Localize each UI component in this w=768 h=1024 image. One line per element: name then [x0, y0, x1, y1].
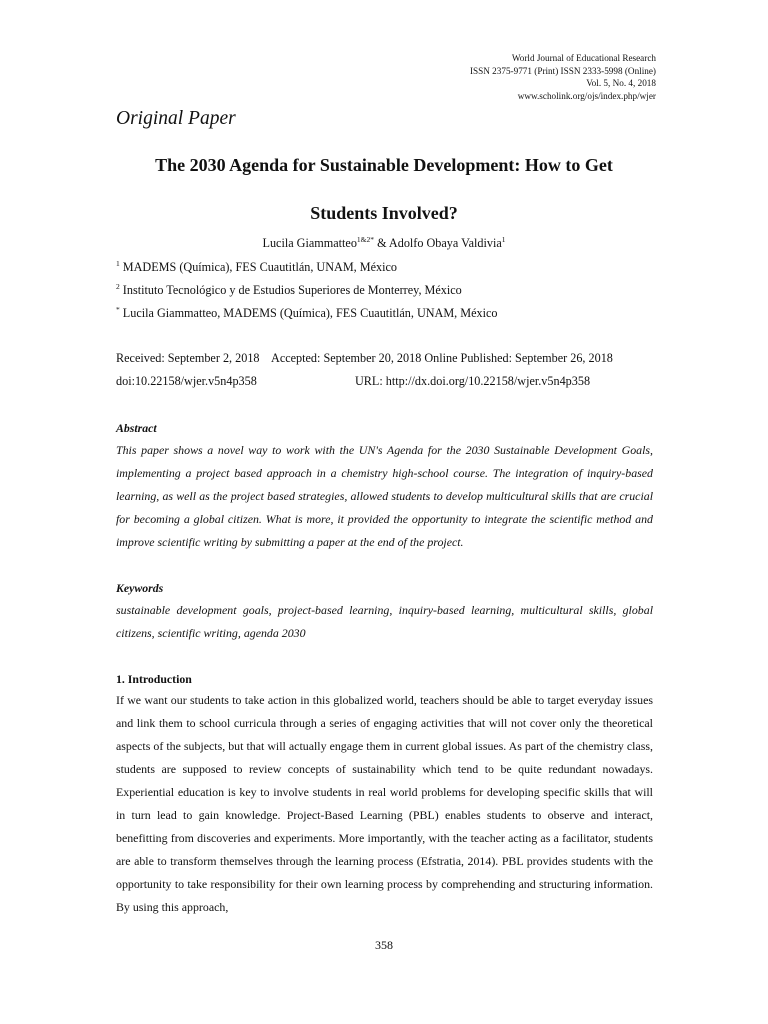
author-separator: &: [374, 236, 389, 250]
affiliation: [116, 306, 498, 321]
keywords-text: sustainable development goals, project-based learning, inquiry-based learning, multicultural skills, global citizens, scientific writing, agenda 2030: [116, 603, 653, 640]
affiliation-text: MADEMS (Química), FES Cuautitlán, UNAM, México: [119, 260, 397, 274]
doi[interactable]: doi:10.22158/wjer.v5n4p358: [116, 374, 257, 388]
author-affiliation-mark: 1&2*: [356, 235, 375, 244]
journal-issn: ISSN 2375-9771 (Print) ISSN 2333-5998 (Online): [469, 65, 656, 76]
keywords-heading: Keywords: [116, 581, 164, 595]
author-affiliation-mark: 1: [501, 235, 506, 244]
author-line: [116, 236, 652, 251]
abstract-text: This paper shows a novel way to work with the UN's Agenda for the 2030 Sustainable Development Goals, implementing a project based approach in a chemistry high-school course. The integration of inquiry-based learning, as well as the project based strategies, allowed students to develop multicultural skills that are crucial for becoming a global citizen. What is more, it provided the opportunity to integrate the scientific method and improve scientific writing by submitting a paper at the end of the project.: [116, 443, 653, 549]
paper-title-line-1: The 2030 Agenda for Sustainable Development: How to Get: [155, 155, 613, 175]
author-name: Adolfo Obaya Valdivia: [388, 236, 502, 250]
publication-dates: Received: September 2, 2018 Accepted: September 20, 2018 Online Published: September 26, 2018: [116, 351, 613, 365]
paper-title-line-2: Students Involved?: [310, 203, 458, 223]
affiliation-mark: 1: [116, 259, 120, 268]
journal-header: [470, 52, 656, 102]
affiliation: [116, 260, 397, 275]
abstract-heading: Abstract: [116, 421, 157, 435]
journal-volume: Vol. 5, No. 4, 2018: [586, 78, 656, 89]
affiliation-text: Instituto Tecnológico y de Estudios Superiores de Monterrey, México: [119, 283, 462, 297]
introduction-text: If we want our students to take action in this globalized world, teachers should be able to target everyday issues and link them to school curricula through a series of engaging activities that will not cover only the theoretical aspects of the subjects, but that will actually engage them in current global issues. As part of the chemistry class, students are supposed to review concepts of sustainability which tend to be quite redundant nowadays. Experiential education is key to involve students in real world problems for developing specific skills that will in turn lead to gain knowledge. Project-Based Learning (PBL) enables students to observe and interact, benefitting from discoveries and experiments. More importantly, with the teacher acting as a facilitator, students are able to transform themselves through the learning process (Efstratia, 2014). PBL provides students with the opportunity to take responsibility for their own learning process by comprehending and structuring information. By using this approach,: [116, 693, 653, 914]
journal-url[interactable]: www.scholink.org/ojs/index.php/wjer: [517, 90, 656, 101]
journal-name: World Journal of Educational Research: [511, 53, 656, 63]
affiliation-mark: 2: [116, 282, 120, 291]
affiliation: [116, 283, 462, 298]
page-number: 358: [375, 938, 393, 952]
author-name: Lucila Giammatteo: [262, 236, 357, 250]
url-link[interactable]: URL: http://dx.doi.org/10.22158/wjer.v5n4p358: [355, 374, 591, 388]
paper-type: Original Paper: [116, 108, 236, 129]
affiliation-text: Lucila Giammatteo, MADEMS (Química), FES Cuautitlán, UNAM, México: [119, 306, 498, 320]
introduction-heading: 1. Introduction: [116, 672, 192, 686]
affiliation-mark: *: [116, 305, 120, 314]
